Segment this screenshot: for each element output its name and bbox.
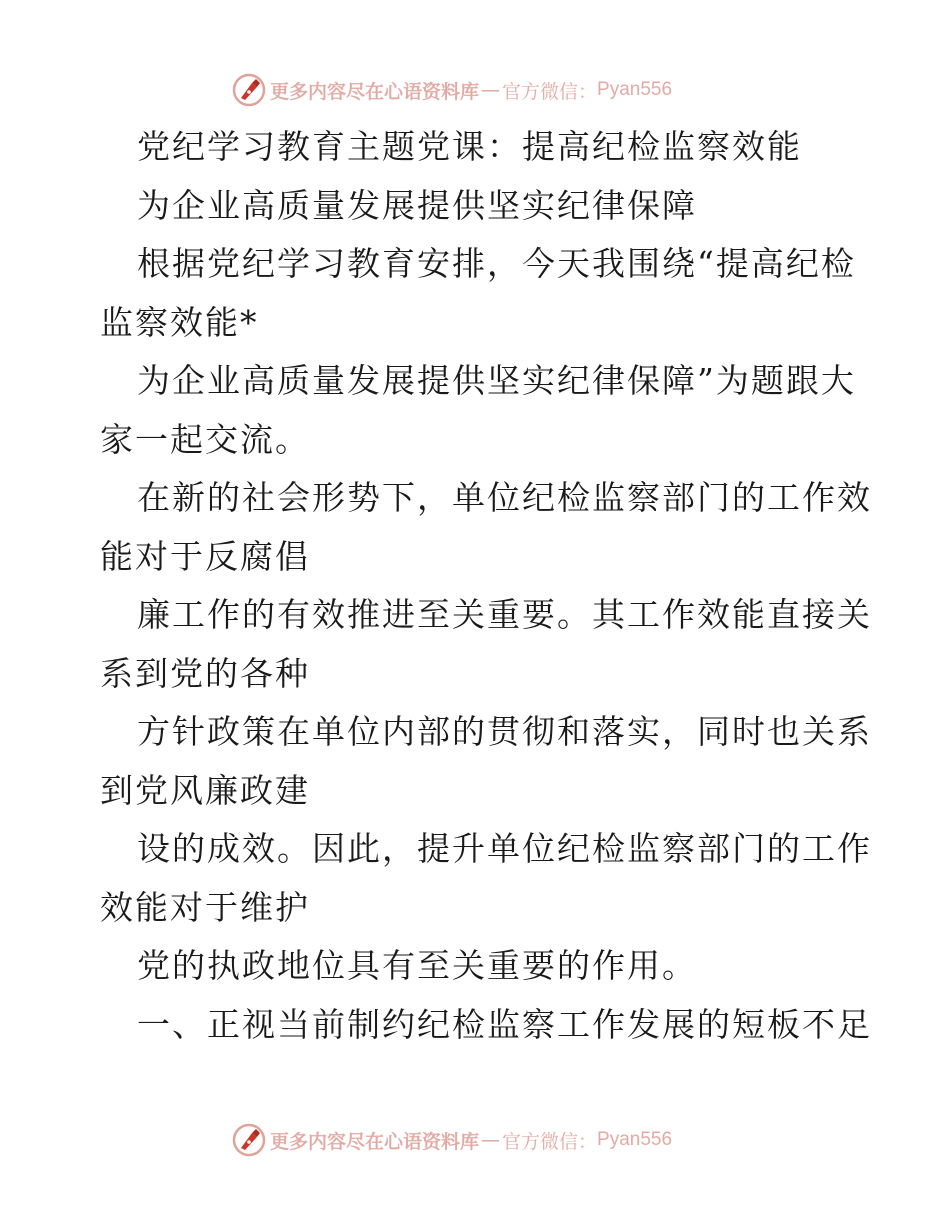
title-line-2: 为企业高质量发展提供坚实纪律保障	[137, 185, 697, 225]
watermark-account: Pyan556	[597, 79, 673, 100]
watermark-account: Pyan556	[597, 1129, 673, 1150]
paragraph-line: 在新的社会形势下，单位纪检监察部门的工作效	[137, 478, 872, 517]
paragraph-line: 系到党的各种	[100, 653, 310, 693]
header-watermark	[232, 70, 672, 110]
title-line-1: 党纪学习教育主题党课：提高纪检监察效能	[137, 127, 802, 166]
pen-nib-logo-icon	[232, 1123, 266, 1157]
paragraph-line: 方针政策在单位内部的贯彻和落实，同时也关系	[137, 712, 872, 751]
watermark-wechat-label: 官方微信：	[502, 80, 598, 103]
paragraph-line: 党的执政地位具有至关重要的作用。	[137, 946, 697, 985]
paragraph-line: 到党风廉政建	[100, 770, 310, 810]
watermark-site-text: 更多内容尽在心语资料库	[270, 80, 480, 103]
section-heading: 一、正视当前制约纪检监察工作发展的短板不足	[137, 1004, 872, 1044]
watermark-separator: —	[481, 1129, 501, 1151]
document-body	[100, 118, 872, 1054]
watermark-site-text: 更多内容尽在心语资料库	[270, 1130, 480, 1153]
watermark-wechat-label: 官方微信：	[502, 1130, 598, 1153]
pen-nib-logo-icon	[232, 73, 266, 107]
paragraph-line: 廉工作的有效推进至关重要。其工作效能直接关	[137, 595, 872, 634]
footer-watermark	[232, 1120, 672, 1160]
paragraph-line: 为企业高质量发展提供坚实纪律保障”为题跟大	[137, 361, 856, 400]
paragraph-line: 家一起交流。	[100, 419, 310, 459]
paragraph-line: 监察效能*	[100, 302, 259, 342]
paragraph-line: 能对于反腐倡	[100, 536, 310, 576]
paragraph-line: 效能对于维护	[100, 887, 310, 927]
watermark-separator: —	[481, 79, 501, 101]
paragraph-line: 根据党纪学习教育安排，今天我围绕“提高纪检	[137, 244, 856, 283]
paragraph-line: 设的成效。因此，提升单位纪检监察部门的工作	[137, 829, 872, 868]
